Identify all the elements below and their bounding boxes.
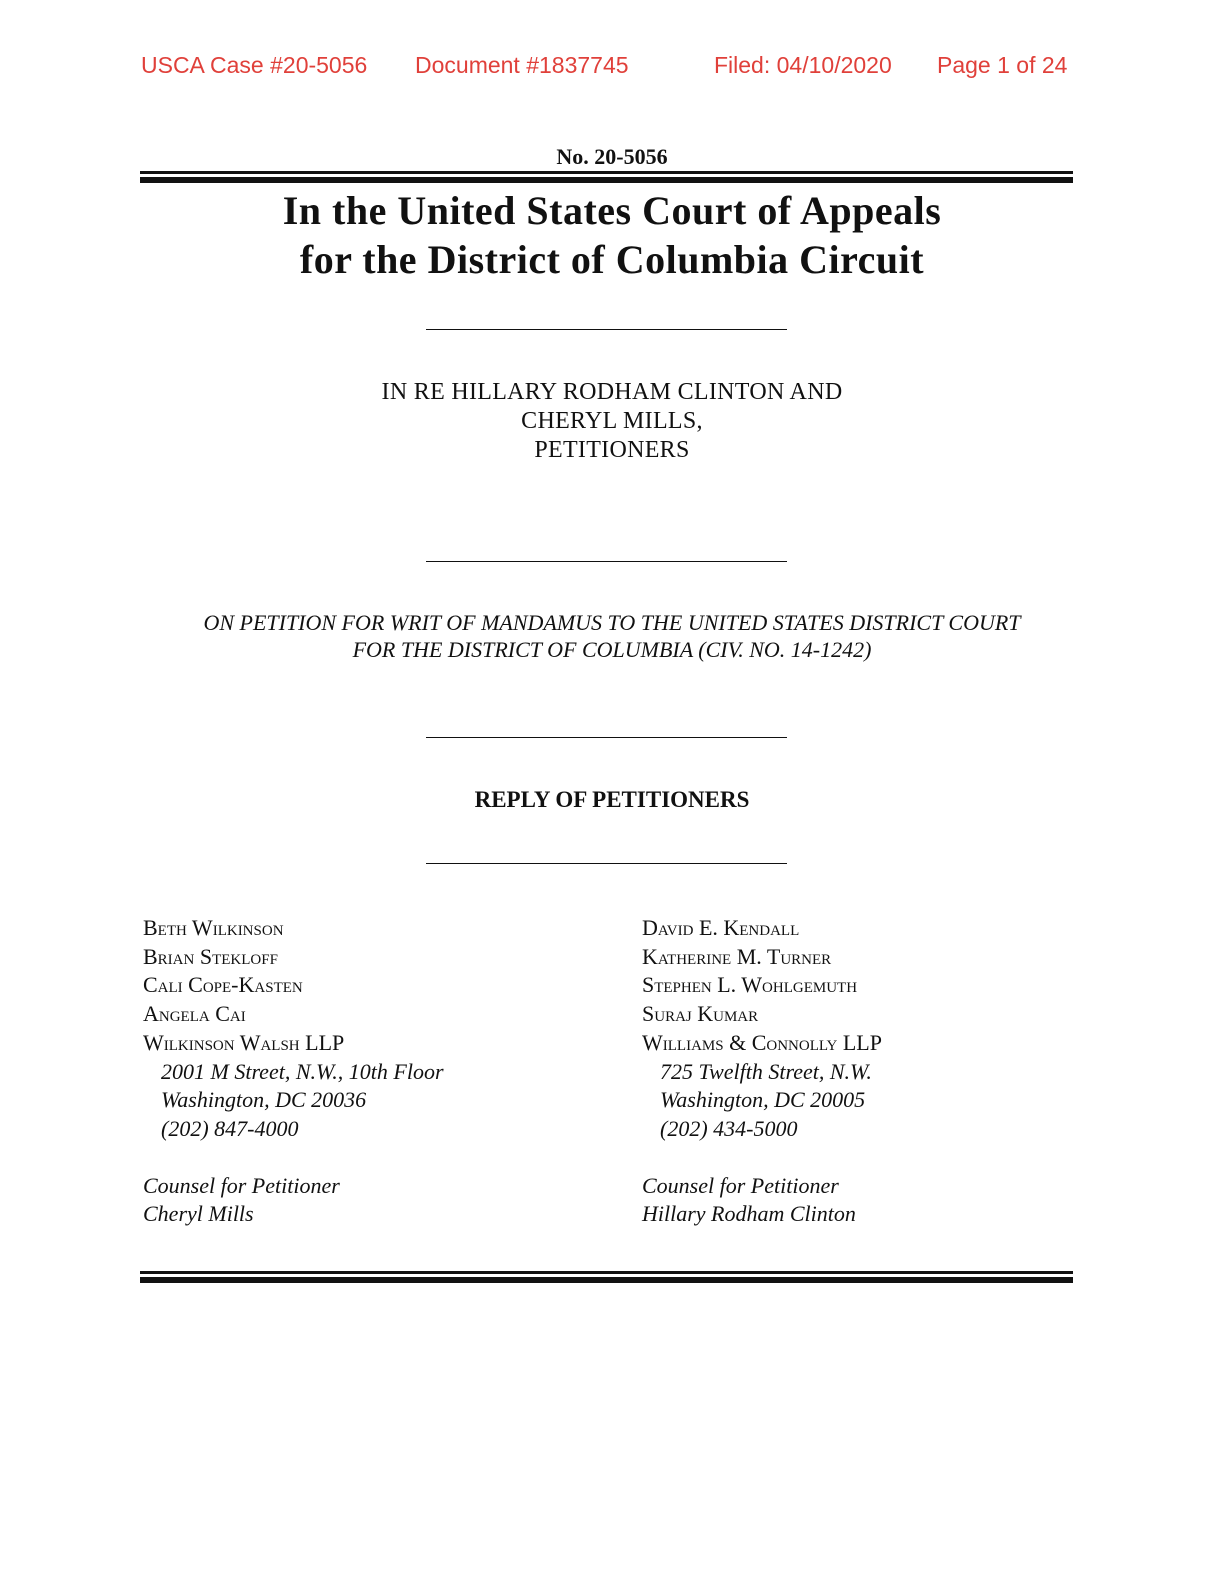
divider-rule-1 — [426, 329, 787, 330]
counsel-role: Counsel for Petitioner — [642, 1172, 839, 1198]
divider-rule-2 — [426, 561, 787, 562]
firm-street-address: 725 Twelfth Street, N.W. — [660, 1058, 872, 1084]
attorney-name: Angela Cai — [143, 1001, 246, 1027]
petition-description — [0, 609, 1224, 663]
top-double-rule — [140, 171, 1073, 183]
firm-street-address: 2001 M Street, N.W., 10th Floor — [161, 1058, 444, 1084]
firm-phone: (202) 434-5000 — [660, 1115, 798, 1141]
divider-rule-3 — [426, 737, 787, 738]
stamp-document-number: Document #1837745 — [415, 52, 629, 78]
attorney-name: Brian Stekloff — [143, 943, 278, 969]
attorney-name: Katherine M. Turner — [642, 943, 832, 969]
bottom-double-rule — [140, 1271, 1073, 1283]
caption-line-1: IN RE HILLARY RODHAM CLINTON AND — [381, 379, 843, 405]
attorney-name: Suraj Kumar — [642, 1001, 759, 1027]
stamp-case-number: USCA Case #20-5056 — [141, 52, 368, 78]
petition-line-1: ON PETITION FOR WRIT OF MANDAMUS TO THE UNITED STATES DISTRICT COURT — [203, 610, 1021, 635]
attorney-name: David E. Kendall — [642, 915, 800, 940]
divider-rule-4 — [426, 863, 787, 864]
court-title-line-1: In the United States Court of Appeals — [282, 188, 942, 233]
firm-city-address: Washington, DC 20036 — [161, 1087, 367, 1113]
counsel-block-left — [143, 914, 444, 1229]
firm-phone: (202) 847-4000 — [161, 1115, 299, 1141]
document-title: REPLY OF PETITIONERS — [474, 787, 750, 812]
petition-line-2: FOR THE DISTRICT OF COLUMBIA (CIV. NO. 14-1242) — [352, 637, 872, 662]
court-title — [0, 186, 1224, 284]
court-title-line-2: for the District of Columbia Circuit — [299, 237, 925, 282]
case-caption — [0, 378, 1224, 465]
counsel-block-right — [642, 914, 882, 1229]
attorney-name: Cali Cope-Kasten — [143, 972, 303, 998]
spacer — [143, 1144, 444, 1172]
attorney-name: Beth Wilkinson — [143, 915, 284, 940]
law-firm-name: Williams & Connolly LLP — [642, 1029, 882, 1055]
caption-line-2: CHERYL MILLS, — [521, 408, 703, 434]
attorney-name: Stephen L. Wohlgemuth — [642, 972, 858, 998]
stamp-page-count: Page 1 of 24 — [937, 52, 1068, 78]
caption-line-3: PETITIONERS — [534, 437, 690, 463]
counsel-client: Hillary Rodham Clinton — [642, 1201, 856, 1227]
stamp-filed-date: Filed: 04/10/2020 — [714, 52, 892, 78]
counsel-client: Cheryl Mills — [143, 1201, 254, 1227]
spacer — [642, 1144, 882, 1172]
law-firm-name: Wilkinson Walsh LLP — [143, 1029, 345, 1055]
case-number: No. 20-5056 — [556, 144, 668, 169]
counsel-role: Counsel for Petitioner — [143, 1172, 340, 1198]
firm-city-address: Washington, DC 20005 — [660, 1087, 866, 1113]
